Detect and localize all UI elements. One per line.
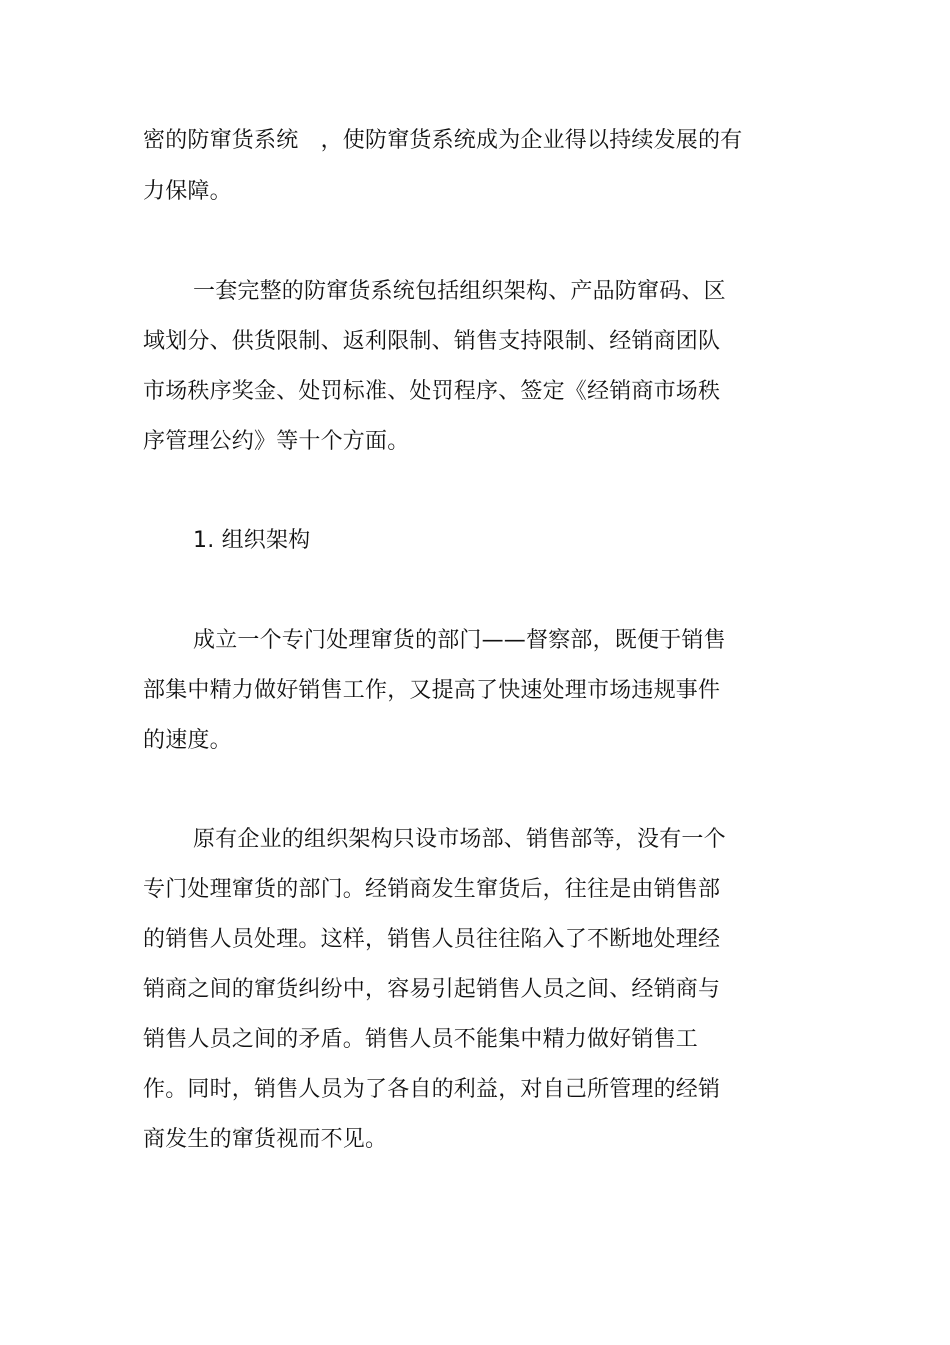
text-line: 市场秩序奖金、处罚标准、处罚程序、签定《经销商市场秩 (143, 379, 721, 404)
text-line: 成立一个专门处理窜货的部门——督察部，既便于销售 (193, 628, 726, 653)
text-line: 原有企业的组织架构只设市场部、销售部等，没有一个 (193, 827, 726, 852)
text-line: 专门处理窜货的部门。经销商发生窜货后，往往是由销售部 (143, 877, 721, 902)
text-line: 销商之间的窜货纠纷中，容易引起销售人员之间、经销商与 (143, 977, 721, 1002)
text-line: 密的防窜货系统 ，使防窜货系统成为企业得以持续发展的有 (143, 128, 743, 153)
text-line: 作。同时，销售人员为了各自的利益，对自己所管理的经销 (143, 1077, 721, 1102)
text-line: 力保障。 (143, 179, 232, 204)
text-line: 域划分、供货限制、返利限制、销售支持限制、经销商团队 (143, 329, 721, 354)
text-line: 销售人员之间的矛盾。销售人员不能集中精力做好销售工 (143, 1027, 699, 1052)
text-line: 一套完整的防窜货系统包括组织架构、产品防窜码、区 (193, 279, 726, 304)
text-line: 部集中精力做好销售工作，又提高了快速处理市场违规事件 (143, 678, 721, 703)
section-heading-text: 1. 组织架构 (193, 528, 311, 553)
text-line: 的速度。 (143, 728, 232, 753)
text-line: 序管理公约》等十个方面。 (143, 429, 410, 454)
text-line: 的销售人员处理。这样，销售人员往往陷入了不断地处理经 (143, 927, 721, 952)
text-line: 商发生的窜货视而不见。 (143, 1127, 388, 1152)
